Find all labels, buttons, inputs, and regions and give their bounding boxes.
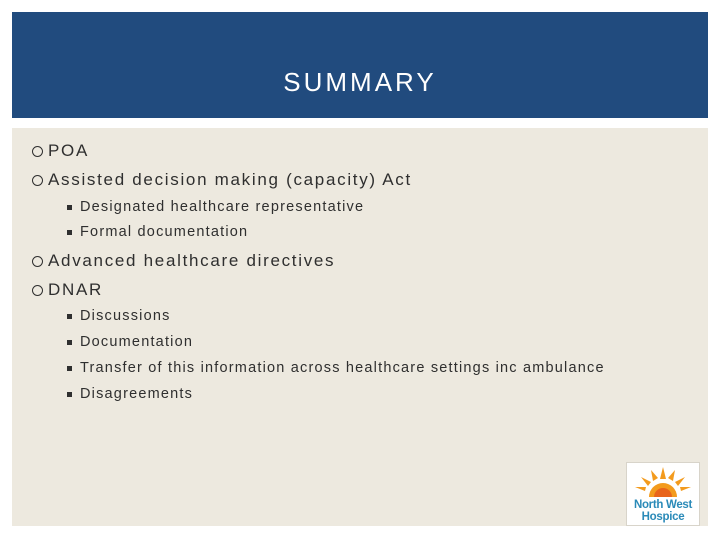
square-bullet-icon bbox=[67, 392, 72, 397]
square-bullet-icon bbox=[67, 314, 72, 319]
bullet-text: POA bbox=[48, 141, 90, 160]
bullet-assisted-decision-making bbox=[32, 170, 412, 190]
subbullet-text: Designated healthcare representative bbox=[80, 199, 365, 215]
subbullet-discussions bbox=[67, 308, 171, 324]
logo-text-line2: Hospice bbox=[641, 511, 685, 523]
bullet-dnar bbox=[32, 280, 103, 300]
subbullet-disagreements bbox=[67, 386, 193, 402]
square-bullet-icon bbox=[67, 340, 72, 345]
bullet-text: Assisted decision making (capacity) Act bbox=[48, 170, 412, 189]
square-bullet-icon bbox=[67, 205, 72, 210]
subbullet-text: Transfer of this information across healthcare settings inc ambulance bbox=[80, 360, 605, 376]
subbullet-formal-documentation bbox=[67, 224, 248, 240]
subbullet-text: Disagreements bbox=[80, 386, 194, 402]
subbullet-transfer-information bbox=[67, 360, 605, 376]
hollow-bullet-icon bbox=[32, 256, 43, 267]
bullet-text: Advanced healthcare directives bbox=[48, 251, 336, 270]
subbullet-text: Discussions bbox=[80, 308, 171, 324]
square-bullet-icon bbox=[67, 230, 72, 235]
logo-text-line1: North West bbox=[633, 499, 693, 511]
slide-title: SUMMARY bbox=[283, 67, 437, 97]
bullet-text: DNAR bbox=[48, 280, 103, 299]
hollow-bullet-icon bbox=[32, 146, 43, 157]
bullet-poa bbox=[32, 141, 89, 161]
sun-icon bbox=[627, 463, 699, 499]
subbullet-documentation bbox=[67, 334, 193, 350]
hollow-bullet-icon bbox=[32, 285, 43, 296]
title-bar bbox=[12, 12, 708, 118]
subbullet-text: Documentation bbox=[80, 334, 194, 350]
subbullet-text: Formal documentation bbox=[80, 224, 249, 240]
square-bullet-icon bbox=[67, 366, 72, 371]
north-west-hospice-logo bbox=[626, 462, 700, 526]
subbullet-designated-rep bbox=[67, 199, 364, 215]
bullet-advanced-directives bbox=[32, 251, 335, 271]
hollow-bullet-icon bbox=[32, 175, 43, 186]
